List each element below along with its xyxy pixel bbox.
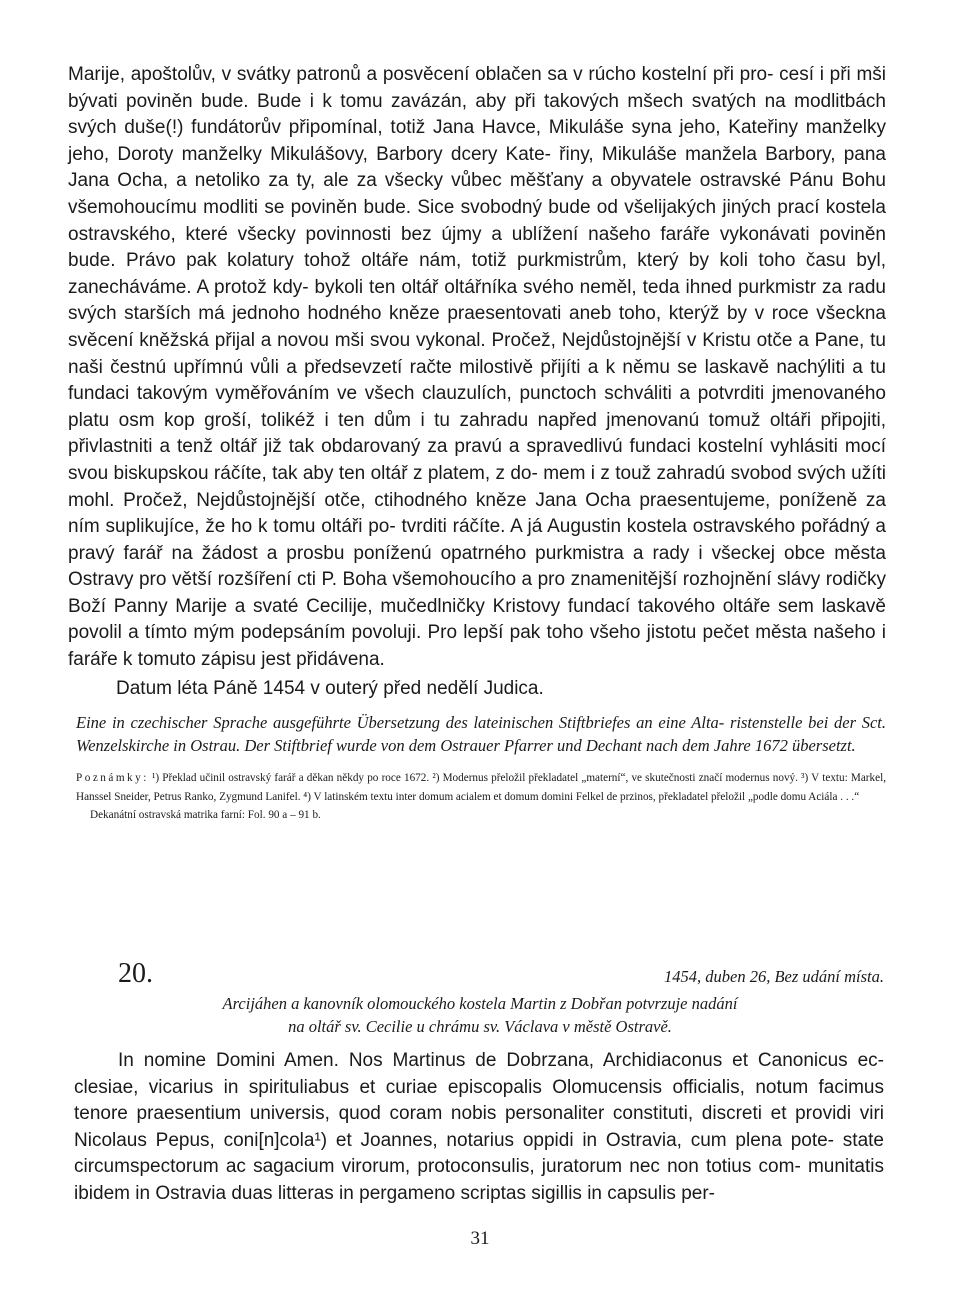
datum-line: Datum léta Páně 1454 v outerý před nedělí Judica. <box>116 677 544 699</box>
document-header <box>118 958 884 990</box>
source-reference: Dekanátní ostravská matrika farní: Fol. 90 a – 91 b. <box>90 809 321 822</box>
page-body <box>68 62 886 825</box>
regest-line-2: na oltář sv. Cecilie u chrámu sv. Václava v městě Ostravě. <box>288 1017 672 1036</box>
regest-line-1: Arcijáhen a kanovník olomouckého kostela Martin z Dobřan potvrzuje nadání <box>222 994 738 1013</box>
document-number: 20. <box>118 958 153 989</box>
german-note: Eine in czechischer Sprache ausgeführte Übersetzung des lateinischen Stiftbriefes an eine Alta- ristenstelle bei der Sct. Wenzelskirche in Ostrau. Der Stiftbrief wurde von dem Ostrauer Pfarrer und Dechant nach dem Jahre 1672 übersetzt. <box>76 713 886 756</box>
document-date-place: 1454, duben 26, Bez udání místa. <box>664 967 884 986</box>
latin-text: In nomine Domini Amen. Nos Martinus de Dobrzana, Archidiaconus et Canonicus ec- clesiae, vicarius in spirituliabus et curiae episcopalis Olomucensis officialis, notum facimus tenore praesentium universis, quod coram nobis personaliter constituti, discreti et providi viri Nicolaus Pepus, coni[n]cola¹) et Joannes, notarius oppidi in Ostravia, cum plena pote- state circumspectorum ac sagacium virorum, protoconsulis, juratorum nec non totius com- munitatis ibidem in Ostravia duas litteras in pergameno scriptas sigillis in capsulis per- <box>74 1050 884 1204</box>
page-number: 31 <box>470 1228 490 1249</box>
document-regest <box>150 992 810 1038</box>
footnotes-heading: Poznámky: <box>76 772 149 785</box>
footnotes-text: ¹) Překlad učinil ostravský farář a děkan někdy po roce 1672. ²) Modernus přeložil překladatel „materní“, ve skutečnosti značí modernus nový. ³) V textu: Markel, Hanssel Sneider, Petrus Ranko, Zygmund Lanifel. ⁴) V latinském textu inter domum acialem et domum domini Felkel de przinos, překladatel přeložil „podle domu Aciála . . .“ <box>76 772 887 803</box>
footnotes <box>76 769 886 806</box>
czech-translation-text: Marije, apoštolův, v svátky patronů a posvěcení oblačen sa v rúcho kostelní při pro- cesí i při mši bývati poviněn bude. Bude i k tomu zavázán, aby při takových mšech svatých na modlitbách svých duše(!) fundátorův připomínal, totiž Jana Havce, Mikuláše syna jeho, Kateřiny manželky jeho, Doroty manželky Mikulášovy, Barbory dcery Kate- řiny, Mikuláše manžela Barbory, pana Jana Ocha, a netoliko za ty, ale za všecky vůbec měšťany a obyvatele ostravské Pánu Bohu všemohoucímu modliti se poviněn bude. Sice svobodný bude od všelijakých jiných prací kostela ostravského, které všecky povinnosti bez újmy a ublížení našeho faráře vykonávati poviněn bude. Právo pak kolatury tohož oltáře nám, totiž purkmistrům, který by koli toho času byl, zanecháváme. A protož kdy- bykoli ten oltář oltářníka svého neměl, teda ihned purkmistr za radu svých starších má jednoho hodného kněze praesentovati aneb toho, kterýž by v roce všeckna svěcení kněžská přijal a novou mši svou vykonal. Pročež, Nejdůstojnější v Kristu otče a Pane, tu naši čestnú upřímnú vůli a předsevzetí račte milostivě přijíti a k němu se laskavě nachýliti a tu fundaci takovým vyměřováním ve všech clauzulích, punctoch schváliti a potvrditi jmenovaného platu osm kop groší, tolikéž i ten dům i tu zahradu napřed jmenovanú tomuž oltáři připojiti, přivlastniti a tenž oltář již tak obdarovaný za pravú a spravedlivú fundaci kostelní vyhlásiti mocí svou biskupskou ráčíte, tak aby ten oltář z platem, z do- mem i z touž zahradú svobod svých užíti mohl. Pročež, Nejdůstojnější otče, ctihodného kněze Jana Ocha praesentujeme, poníženě za ním suplikujíce, že ho k tomu oltáři po- tvrditi ráčíte. A já Augustin kostela ostravského pořádný a pravý farář na žádost a prosbu poníženú opatrného purkmistra a rady i všeckej obce města Ostravy pro větší rozšíření cti P. Boha všemohoucího a pro znamenitější rozhojnění slávy rodičky Boží Panny Marije a svaté Cecilije, mučedlničky Kristovy fundací takového oltáře sem laskavě povolil a tímto mým podepsáním povoluji. Pro lepší pak toho všeho jistotu pečet města našeho i faráře k tomuto zápisu jest přidávena. <box>68 64 886 671</box>
